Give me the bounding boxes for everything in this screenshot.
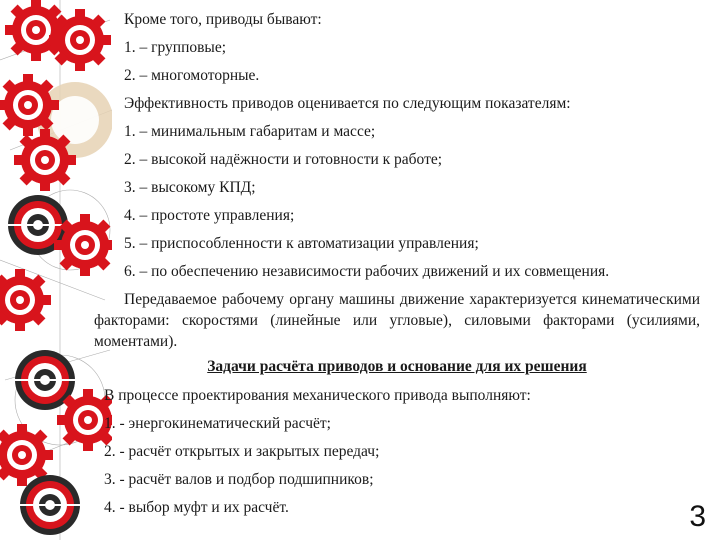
text-line: 1. – групповые; <box>124 39 227 56</box>
gear-decoration <box>0 0 112 540</box>
page-number: 3 <box>689 500 706 533</box>
body-paragraph: Передаваемое рабочему органу машины движение характеризуется кинематическими факторами: скоростями (линейные или угловые), силовыми факторами (усилиями, моментами). <box>94 291 700 350</box>
text-line: 4. – простоте управления; <box>124 207 295 224</box>
text-line: Кроме того, приводы бывают: <box>124 11 322 28</box>
text-line: 2. – высокой надёжности и готовности к работе; <box>124 151 443 168</box>
text-line: 2. - расчёт открытых и закрытых передач; <box>104 443 380 460</box>
text-line: В процессе проектирования механического привода выполняют: <box>104 387 531 404</box>
text-line: 6. – по обеспечению независимости рабочих движений и их совмещения. <box>124 263 610 280</box>
text-line: Эффективность приводов оценивается по следующим показателям: <box>124 95 571 112</box>
text-line: 1. - энергокинематический расчёт; <box>104 415 331 432</box>
section-heading: Задачи расчёта приводов и основание для их решения <box>207 358 587 375</box>
text-line: 2. – многомоторные. <box>124 67 260 84</box>
text-line: 5. – приспособленности к автоматизации управления; <box>124 235 479 252</box>
text-line: 3. - расчёт валов и подбор подшипников; <box>104 471 374 488</box>
text-line: 3. – высокому КПД; <box>124 179 256 196</box>
text-line: 4. - выбор муфт и их расчёт. <box>104 499 289 516</box>
text-line: 1. – минимальным габаритам и массе; <box>124 123 376 140</box>
